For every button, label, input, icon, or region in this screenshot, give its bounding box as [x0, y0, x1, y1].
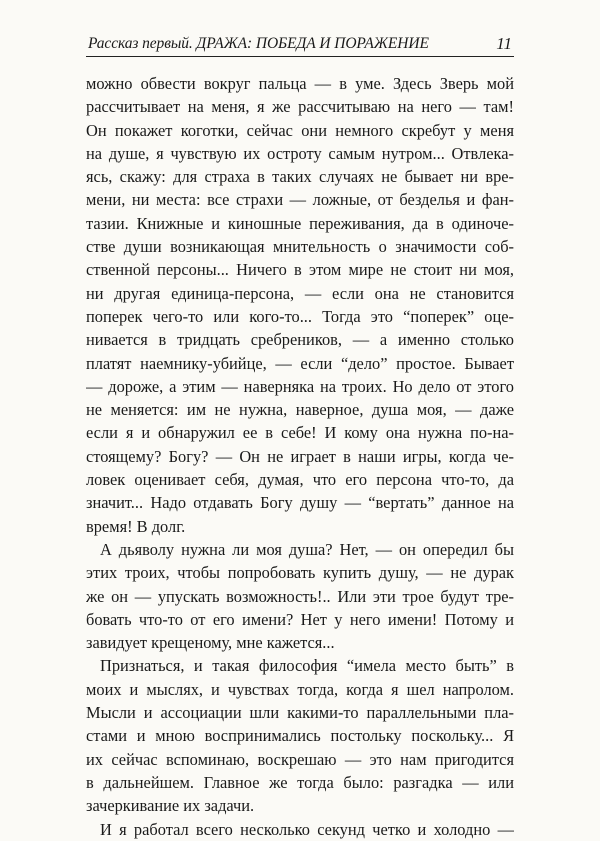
- text-line: время! В долг.: [86, 516, 186, 536]
- text-line: если я и обнаружил ее в себе! И кому она нужна по-на-: [86, 423, 514, 443]
- text-line: значит... Надо отдавать Богу душу — “вертать” данное на: [86, 493, 514, 513]
- text-line: поперек чего-то или кого-то... Тогда это “поперек” оце-: [86, 306, 514, 326]
- text-line: рассчитывает на меня, я же рассчитываю на него — там!: [86, 97, 514, 117]
- text-line: завидует крещеному, мне кажется...: [86, 633, 335, 653]
- text-line: ловек оценивает себя, думая, что его персона что-то, да: [86, 470, 514, 490]
- text-line: нивается в тридцать сребреников, — а именно столько: [86, 330, 514, 350]
- text-line: не меняется: им не нужна, наверное, душа моя, — даже: [86, 400, 514, 420]
- text-line: стве души возникающая мнительность о значимости соб-: [86, 237, 514, 257]
- page-header: [86, 30, 514, 57]
- text-line: А дьяволу нужна ли моя душа? Нет, — он опередил бы: [100, 539, 514, 559]
- text-line: ни другая единица-персона, — если она не становится: [86, 283, 514, 303]
- text-line: — дороже, а этим — наверняка на троих. Но дело от этого: [86, 376, 514, 396]
- text-line: моих и мыслях, и чувствах тогда, когда я шел напролом.: [86, 679, 514, 699]
- text-line: можно обвести вокруг пальца — в уме. Здесь Зверь мой: [86, 74, 514, 93]
- text-line: зачеркивание их задачи.: [86, 796, 255, 816]
- text-line: стоящему? Богу? — Он не играет в наши игры, когда че-: [86, 446, 514, 466]
- text-line: тазии. Книжные и киношные переживания, да в одиноче-: [86, 213, 514, 233]
- text-line: бовать что-то от его имени? Нет у него имени! Потому и: [86, 609, 514, 629]
- text-line: мени, ни места: все страхи — ложные, от безделья и фан-: [86, 190, 514, 210]
- text-line: ственной персоны... Ничего в этом мире не стоит ни моя,: [86, 260, 514, 280]
- text-line: Он покажет коготки, сейчас они немного скребут у меня: [86, 120, 514, 140]
- text-line: этих троих, чтобы попробовать купить душу, — не дурак: [86, 563, 514, 583]
- body-text: [86, 72, 514, 841]
- page-number: 11: [496, 34, 512, 53]
- text-line: стами и мною воспринимались постольку поскольку... Я: [86, 726, 514, 746]
- text-line: Признаться, и такая философия “имела место быть” в: [100, 656, 514, 676]
- text-line: в дальнейшем. Главное же тогда было: разгадка — или: [86, 772, 514, 792]
- text-line: ясь, скажу: для страха в таких случаях не бывает ни вре-: [86, 167, 514, 187]
- text-line: Мысли и ассоциации шли какими-то параллельными пла-: [86, 703, 514, 723]
- text-line: же он — упускать возможность!.. Или эти трое будут тре-: [86, 586, 514, 606]
- text-line: на душе, я чувствую их остроту самым нутром... Отвлека-: [86, 143, 514, 163]
- text-line: их сейчас вспоминаю, воскрешаю — это нам пригодится: [86, 749, 514, 769]
- text-line: платят наемнику-убийце, — если “дело” простое. Бывает: [86, 353, 514, 373]
- text-line: И я работал всего несколько секунд четко и холодно —: [100, 819, 514, 839]
- running-title: Рассказ первый. ДРАЖА: ПОБЕДА И ПОРАЖЕНИЕ: [88, 35, 429, 52]
